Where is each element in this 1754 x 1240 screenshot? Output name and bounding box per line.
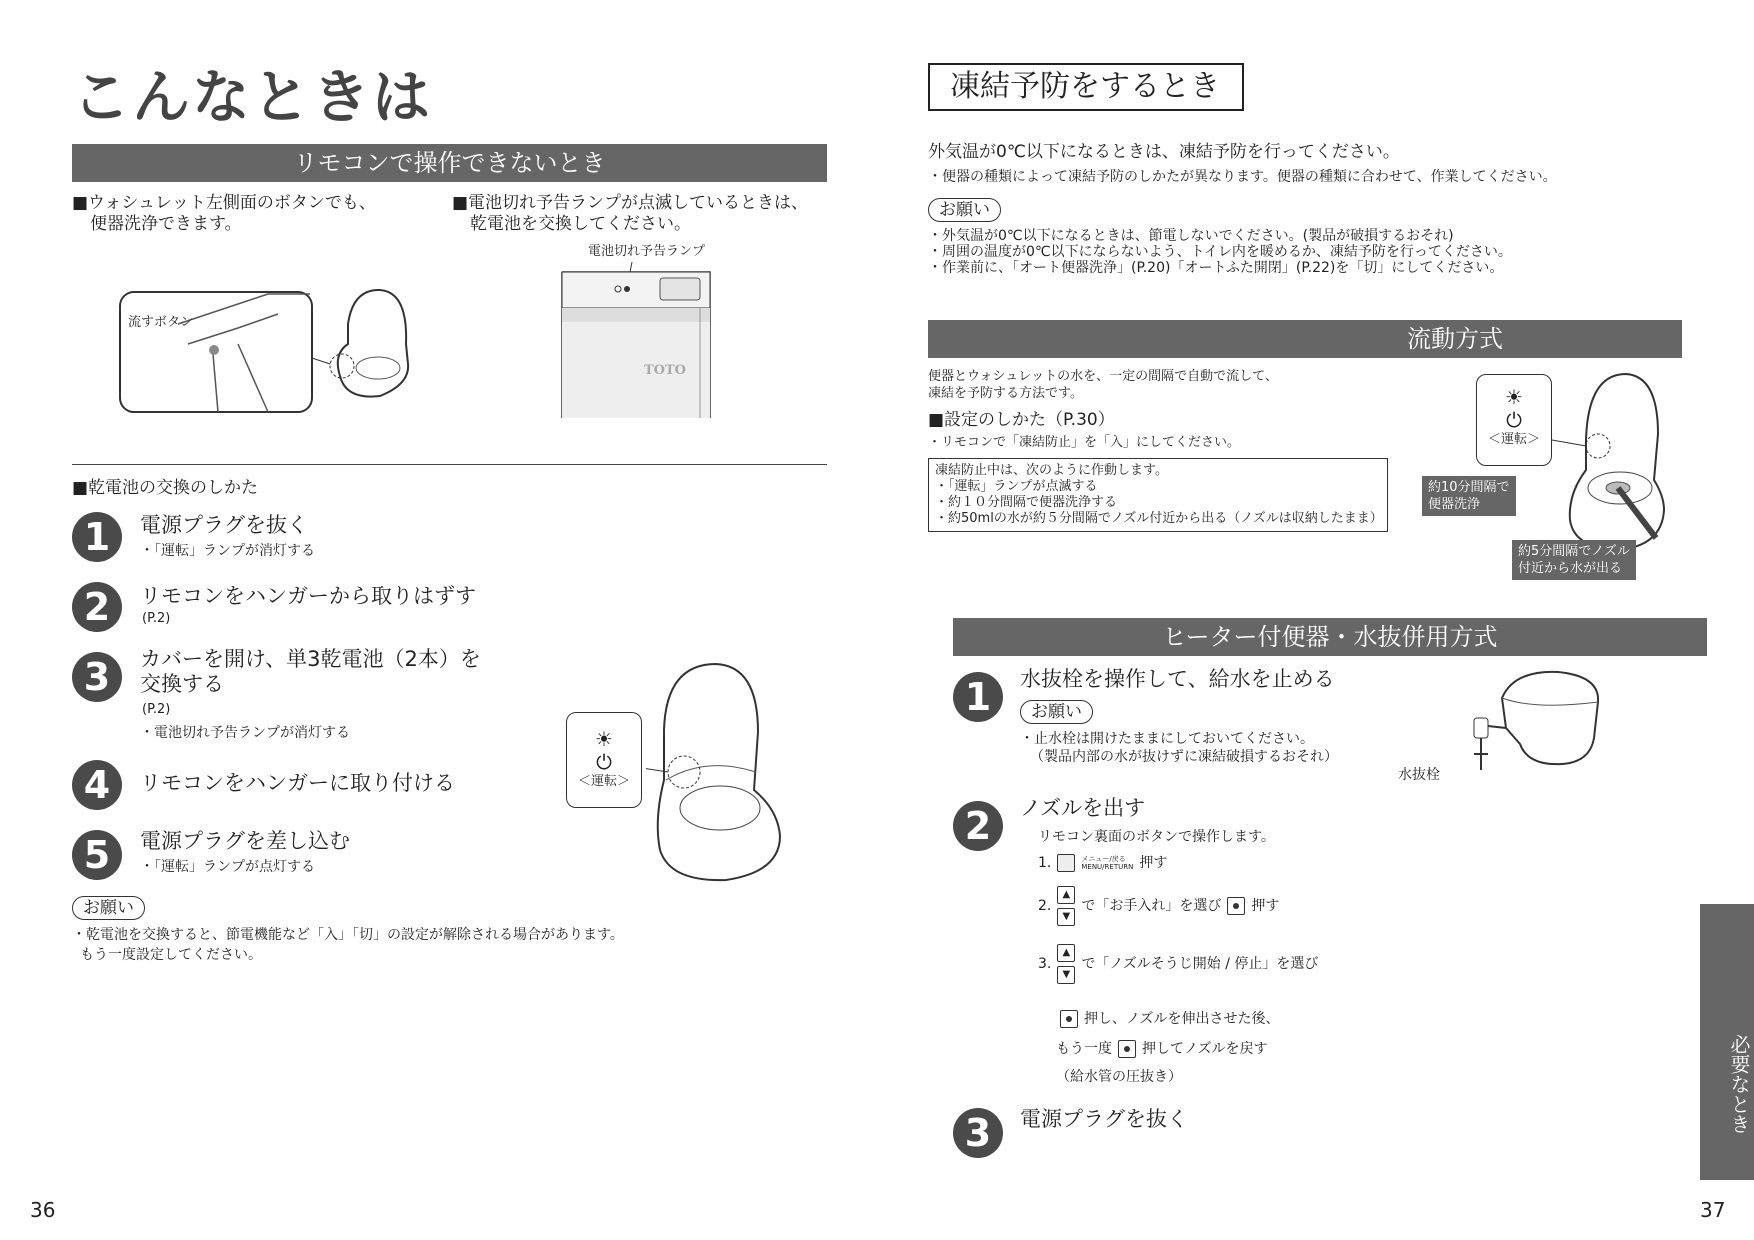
up-arrow-icon[interactable]: ▲ (1057, 886, 1075, 904)
lamp-icon-right: ☀ (1505, 385, 1523, 409)
callout-10min-line2: 便器洗浄 (1428, 497, 1481, 512)
request-item-1: ・外気温が0℃以下になるときは、節電しないでください。(製品が破損するおそれ) (928, 228, 1454, 244)
toilet-illustration-right (1540, 370, 1680, 556)
request-line2-left: もう一度設定してください。 (80, 947, 262, 963)
heater-note-line2: （製品内部の水が抜けずに凍結破損するおそれ） (1030, 749, 1338, 765)
enter-key-icon[interactable] (1118, 1040, 1136, 1058)
page-number-left: 36 (30, 1198, 56, 1222)
heater-step-1-number: 1 (953, 672, 1003, 722)
control-panel (566, 712, 642, 808)
enter-key-icon[interactable] (1060, 1010, 1078, 1028)
heater-step-1-request: お願い (1020, 700, 1093, 724)
callout-5min-line2: 付近から水が出る (1518, 561, 1623, 576)
step-1-number: 1 (72, 512, 122, 562)
step-3-sub2: ・電池切れ予告ランプが消灯する (140, 725, 350, 741)
request-item-2: ・周囲の温度が0℃以下にならないよう、トイレ内を暖めるか、凍結予防を行ってください。 (928, 244, 1512, 260)
valve-label: 水抜栓 (1398, 767, 1440, 783)
battery-lamp-label: 電池切れ予告ランプ (588, 244, 706, 259)
op-5-prefix: もう一度 (1056, 1041, 1112, 1057)
heater-step-1-note (1020, 730, 1338, 766)
lamp-icon: ☀ (595, 727, 613, 751)
up-down-keys-2 (1057, 944, 1075, 984)
divider (72, 464, 827, 465)
op-1 (1038, 854, 1167, 872)
section-bar-remote: リモコンで操作できないとき (72, 144, 827, 182)
page-title: こんなときは (72, 63, 433, 131)
flush-button-label: 流すボタン (128, 315, 194, 330)
brand-logo: TOTO (644, 363, 686, 378)
menu-key-label-top: メニュー/戻る (1081, 855, 1126, 863)
step-2-sub: (P.2) (142, 611, 171, 626)
panel-label: ＜運転＞ (577, 774, 630, 789)
power-icon-right: ⏻ (1506, 408, 1522, 432)
toilet-illustration (646, 660, 788, 886)
flush-button-illustration (118, 284, 418, 420)
step-4-number: 4 (72, 760, 122, 810)
flow-desc (928, 368, 1278, 402)
op-2 (1038, 886, 1279, 926)
request-pill-left: お願い (72, 896, 145, 920)
drain-valve-illustration (1454, 668, 1604, 778)
up-arrow-icon[interactable]: ▲ (1057, 944, 1075, 962)
section-bar-flow: 流動方式 (928, 320, 1682, 358)
section-bar-heater: ヒーター付便器・水抜併用方式 (953, 618, 1707, 656)
request-pill-right: お願い (928, 198, 1001, 222)
step-3-number: 3 (72, 652, 122, 702)
page-number-right: 37 (1700, 1198, 1726, 1222)
op-5 (1056, 1040, 1267, 1058)
request-item-3: ・作業前に、「オート便器洗浄」(P.20)「オートふた開閉」(P.22)を「切」にしてください。 (928, 260, 1504, 276)
op-2-text: で「お手入れ」を選び (1081, 898, 1222, 914)
op-6-text: （給水管の圧抜き） (1056, 1069, 1182, 1085)
menu-key-label-bottom: MENU/RETURN (1081, 863, 1134, 871)
power-icon: ⏻ (596, 750, 612, 774)
box-line-3: ・約１０分間隔で便器洗浄する (935, 495, 1118, 510)
op-3-text: で「ノズルそうじ開始 / 停止」を選び (1081, 956, 1319, 972)
panel-label-right: ＜運転＞ (1487, 432, 1540, 447)
op-2-text2: 押す (1251, 898, 1280, 914)
box-line-4: ・約50mlの水が約５分間隔でノズル付近から出る（ノズルは収納したまま） (935, 511, 1383, 526)
op-4 (1060, 1010, 1279, 1028)
box-line-1: 凍結防止中は、次のように作動します。 (935, 463, 1168, 478)
step-3-sub: (P.2) (142, 702, 171, 717)
request-line1-left: ・乾電池を交換すると、節電機能など「入」「切」の設定が解除される場合があります。 (72, 927, 624, 943)
heater-note-line1: ・止水栓は開けたままにしておいてください。 (1020, 731, 1314, 747)
intro-text: 外気温が0℃以下になるときは、凍結予防を行ってください。 (928, 142, 1400, 162)
heater-step-2-number: 2 (953, 801, 1003, 851)
heater-step-1-title: 水抜栓を操作して、給水を止める (1020, 667, 1335, 691)
intro-note: ・便器の種類によって凍結予防のしかたが異なります。便器の種類に合わせて、作業してください。 (928, 169, 1557, 185)
col2-line1: ■電池切れ予告ランプが点滅しているときは、 (452, 193, 809, 213)
step-2-number: 2 (72, 582, 122, 632)
callout-5min-line1: 約5分間隔でノズル (1518, 544, 1630, 559)
heater-step-2-intro: リモコン裏面のボタンで操作します。 (1038, 829, 1275, 845)
step-1-title: 電源プラグを抜く (140, 513, 308, 537)
op-5-text: 押してノズルを戻す (1142, 1041, 1268, 1057)
step-4-title: リモコンをハンガーに取り付ける (140, 771, 455, 795)
callout-10min-line1: 約10分間隔で (1428, 480, 1510, 495)
flow-desc-line2: 凍結を予防する方法です。 (928, 386, 1083, 401)
request-list-right (928, 228, 1512, 276)
col1-line2: 便器洗浄できます。 (90, 214, 242, 234)
step-5-title: 電源プラグを差し込む (140, 829, 350, 853)
callout-10min (1422, 476, 1516, 516)
down-arrow-icon[interactable]: ▼ (1057, 908, 1075, 926)
battery-heading: ■乾電池の交換のしかた (72, 478, 259, 498)
remote-illustration (560, 262, 720, 420)
enter-key-icon[interactable] (1227, 897, 1245, 915)
op-1-text: 押す (1139, 855, 1168, 871)
side-tab[interactable]: 必要なとき (1700, 904, 1754, 1180)
op-3-num: 3. (1038, 956, 1052, 972)
section-title-freeze: 凍結予防をするとき (928, 63, 1244, 111)
col2-text (452, 193, 808, 235)
menu-return-key-label (1081, 855, 1133, 871)
setting-heading: ■設定のしかた（P.30） (928, 410, 1115, 430)
step-3-title-line2: 交換する (140, 672, 224, 696)
up-down-keys (1057, 886, 1075, 926)
callout-5min (1512, 540, 1636, 580)
menu-return-key-icon[interactable] (1057, 854, 1075, 872)
op-1-num: 1. (1038, 855, 1052, 871)
op-4-text: 押し、ノズルを伸出させた後、 (1084, 1011, 1280, 1027)
step-2-title: リモコンをハンガーから取りはずす (140, 584, 476, 608)
heater-step-3-number: 3 (953, 1108, 1003, 1158)
step-5-sub: ・「運転」ランプが点灯する (140, 859, 315, 875)
setting-note: ・リモコンで「凍結防止」を「入」にしてください。 (928, 435, 1241, 450)
box-line-2: ・「運転」ランプが点滅する (935, 479, 1098, 494)
col1-line1: ■ウォシュレット左側面のボタンでも、 (72, 193, 376, 213)
step-1-sub: ・「運転」ランプが消灯する (140, 543, 315, 559)
freeze-operation-box (928, 458, 1388, 532)
heater-step-2-title: ノズルを出す (1020, 796, 1146, 820)
heater-step-3-title: 電源プラグを抜く (1020, 1107, 1188, 1131)
op-2-num: 2. (1038, 898, 1052, 914)
down-arrow-icon[interactable]: ▼ (1057, 966, 1075, 984)
step-5-number: 5 (72, 830, 122, 880)
step-3-title-line1: カバーを開け、単3乾電池（2本）を (140, 647, 481, 671)
op-3 (1038, 944, 1318, 984)
col2-line2: 乾電池を交換してください。 (470, 214, 691, 234)
col1-text (72, 193, 376, 235)
flow-desc-line1: 便器とウォシュレットの水を、一定の間隔で自動で流して、 (928, 369, 1278, 384)
